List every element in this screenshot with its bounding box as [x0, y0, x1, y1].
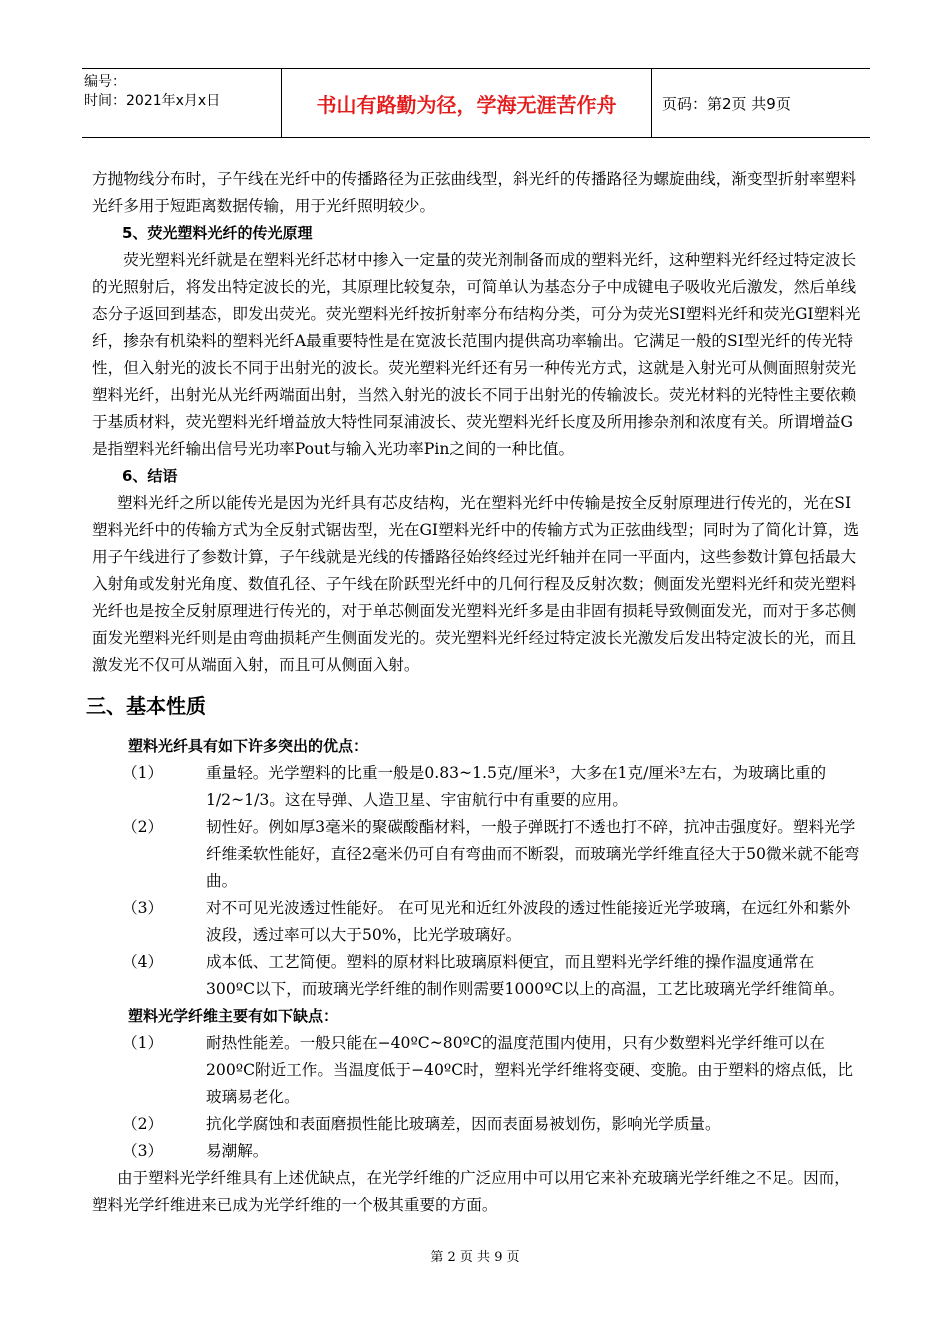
header-motto: 书山有路勤为径，学海无涯苦作舟 — [282, 69, 652, 137]
page-header — [82, 68, 870, 138]
page-footer: 第 2 页 共 9 页 — [430, 1250, 520, 1265]
header-page-number: 页码：第2页 共9页 — [662, 94, 791, 113]
header-meta — [82, 69, 282, 137]
doc-date-label: 时间：2021年x月x日 — [84, 93, 221, 109]
conclusion-paragraph: 由于塑料光学纤维具有上述优缺点，在光学纤维的广泛应用中可以用它来补充玻璃光学纤维之不足。因而，塑料光学纤维进来已成为光学纤维的一个极其重要的方面。 — [92, 1169, 850, 1214]
list-text: 抗化学腐蚀和表面磨损性能比玻璃差，因而表面易被划伤，影响光学质量。 — [206, 1115, 721, 1133]
list-item — [92, 895, 862, 949]
list-number: （4） — [122, 953, 164, 971]
list-number: （2） — [122, 1115, 164, 1133]
heading-5: 5、荧光塑料光纤的传光原理 — [122, 224, 313, 242]
paragraph-6: 塑料光纤之所以能传光是因为光纤具有芯皮结构，光在塑料光纤中传输是按全反射原理进行传光的，光在SI塑料光纤中的传输方式为全反射式锯齿型，光在GI塑料光纤中的传输方式为正弦曲线型；同时为了简化计算，选用子午线进行了参数计算，子午线就是光线的传播路径始终经过光纤轴并在同一平面内，这些参数计算包括最大入射角或发射光角度、数值孔径、子午线在阶跃型光纤中的几何行程及反射次数；侧面发光塑料光纤和荧光塑料光纤也是按全反射原理进行传光的，对于单芯侧面发光塑料光纤多是由非固有损耗导致侧面发光，而对于多芯侧面发光塑料光纤则是由弯曲损耗产生侧面发光的。荧光塑料光纤经过特定波长光激发后发出特定波长的光，而且激发光不仅可从端面入射，而且可从侧面入射。 — [92, 494, 860, 674]
disadvantages-title: 塑料光学纤维主要有如下缺点： — [128, 1007, 339, 1025]
list-text: 成本低、工艺简便。塑料的原材料比玻璃原料便宜，而且塑料光学纤维的操作温度通常在300ºC以下，而玻璃光学纤维的制作则需要1000ºC以上的高温，工艺比玻璃光学纤维简单。 — [206, 953, 845, 998]
paragraph-5: 荧光塑料光纤就是在塑料光纤芯材中掺入一定量的荧光剂制备而成的塑料光纤，这种塑料光纤经过特定波长的光照射后，将发出特定波长的光，其原理比较复杂，可简单认为基态分子中成键电子吸收光后激发，然后单线态分子返回到基态，即发出荧光。荧光塑料光纤按折射率分布结构分类，可分为荧光SI塑料光纤和荧光GI塑料光纤，掺杂有机染料的塑料光纤A最重要特性是在宽波长范围内提供高功率输出。它满足一般的SI型光纤的传光特性，但入射光的波长不同于出射光的波长。荧光塑料光纤还有另一种传光方式，这就是入射光可从侧面照射荧光塑料光纤，出射光从光纤两端面出射，当然入射光的波长不同于出射光的传输波长。荧光材料的光特性主要依赖于基质材料，荧光塑料光纤增益放大特性同泵浦波长、荧光塑料光纤长度及所用掺杂剂和浓度有关。所谓增益G是指塑料光纤输出信号光功率Pout与输入光功率Pin之间的一种比值。 — [92, 251, 861, 458]
document-body — [86, 166, 862, 1219]
list-number: （3） — [122, 899, 164, 917]
list-text: 耐热性能差。一般只能在−40ºC~80ºC的温度范围内使用，只有少数塑料光学纤维可以在200ºC附近工作。当温度低于−40ºC时，塑料光学纤维将变硬、变脆。由于塑料的熔点低，比玻璃易老化。 — [206, 1034, 853, 1106]
list-number: （1） — [122, 764, 164, 782]
section-title-3: 三、基本性质 — [86, 694, 206, 718]
advantages-title: 塑料光纤具有如下许多突出的优点： — [128, 737, 369, 755]
list-number: （3） — [122, 1142, 164, 1160]
list-item — [92, 760, 862, 814]
list-item — [92, 1111, 862, 1138]
list-item — [92, 1138, 862, 1165]
intro-paragraph: 方抛物线分布时，子午线在光纤中的传播路径为正弦曲线型，斜光纤的传播路径为螺旋曲线，渐变型折射率塑料光纤多用于短距离数据传输，用于光纤照明较少。 — [92, 170, 857, 215]
list-text: 韧性好。例如厚3毫米的聚碳酸酯材料，一般子弹既打不透也打不碎，抗冲击强度好。塑料光学纤维柔软性能好，直径2毫米仍可自有弯曲而不断裂，而玻璃光学纤维直径大于50微米就不能弯曲。 — [206, 818, 860, 890]
list-item — [92, 814, 862, 895]
list-number: （1） — [122, 1034, 164, 1052]
list-item — [92, 949, 862, 1003]
heading-6: 6、结语 — [122, 467, 178, 485]
list-text: 重量轻。光学塑料的比重一般是0.83~1.5克/厘米³，大多在1克/厘米³左右，为玻璃比重的1/2~1/3。这在导弹、人造卫星、宇宙航行中有重要的应用。 — [206, 764, 827, 809]
list-text: 易潮解。 — [206, 1142, 269, 1160]
doc-code-label: 编号： — [84, 74, 126, 90]
list-item — [92, 1030, 862, 1111]
list-text: 对不可见光波透过性能好。 在可见光和近红外波段的透过性能接近光学玻璃，在远红外和紫外波段，透过率可以大于50%，比光学玻璃好。 — [206, 899, 851, 944]
list-number: （2） — [122, 818, 164, 836]
